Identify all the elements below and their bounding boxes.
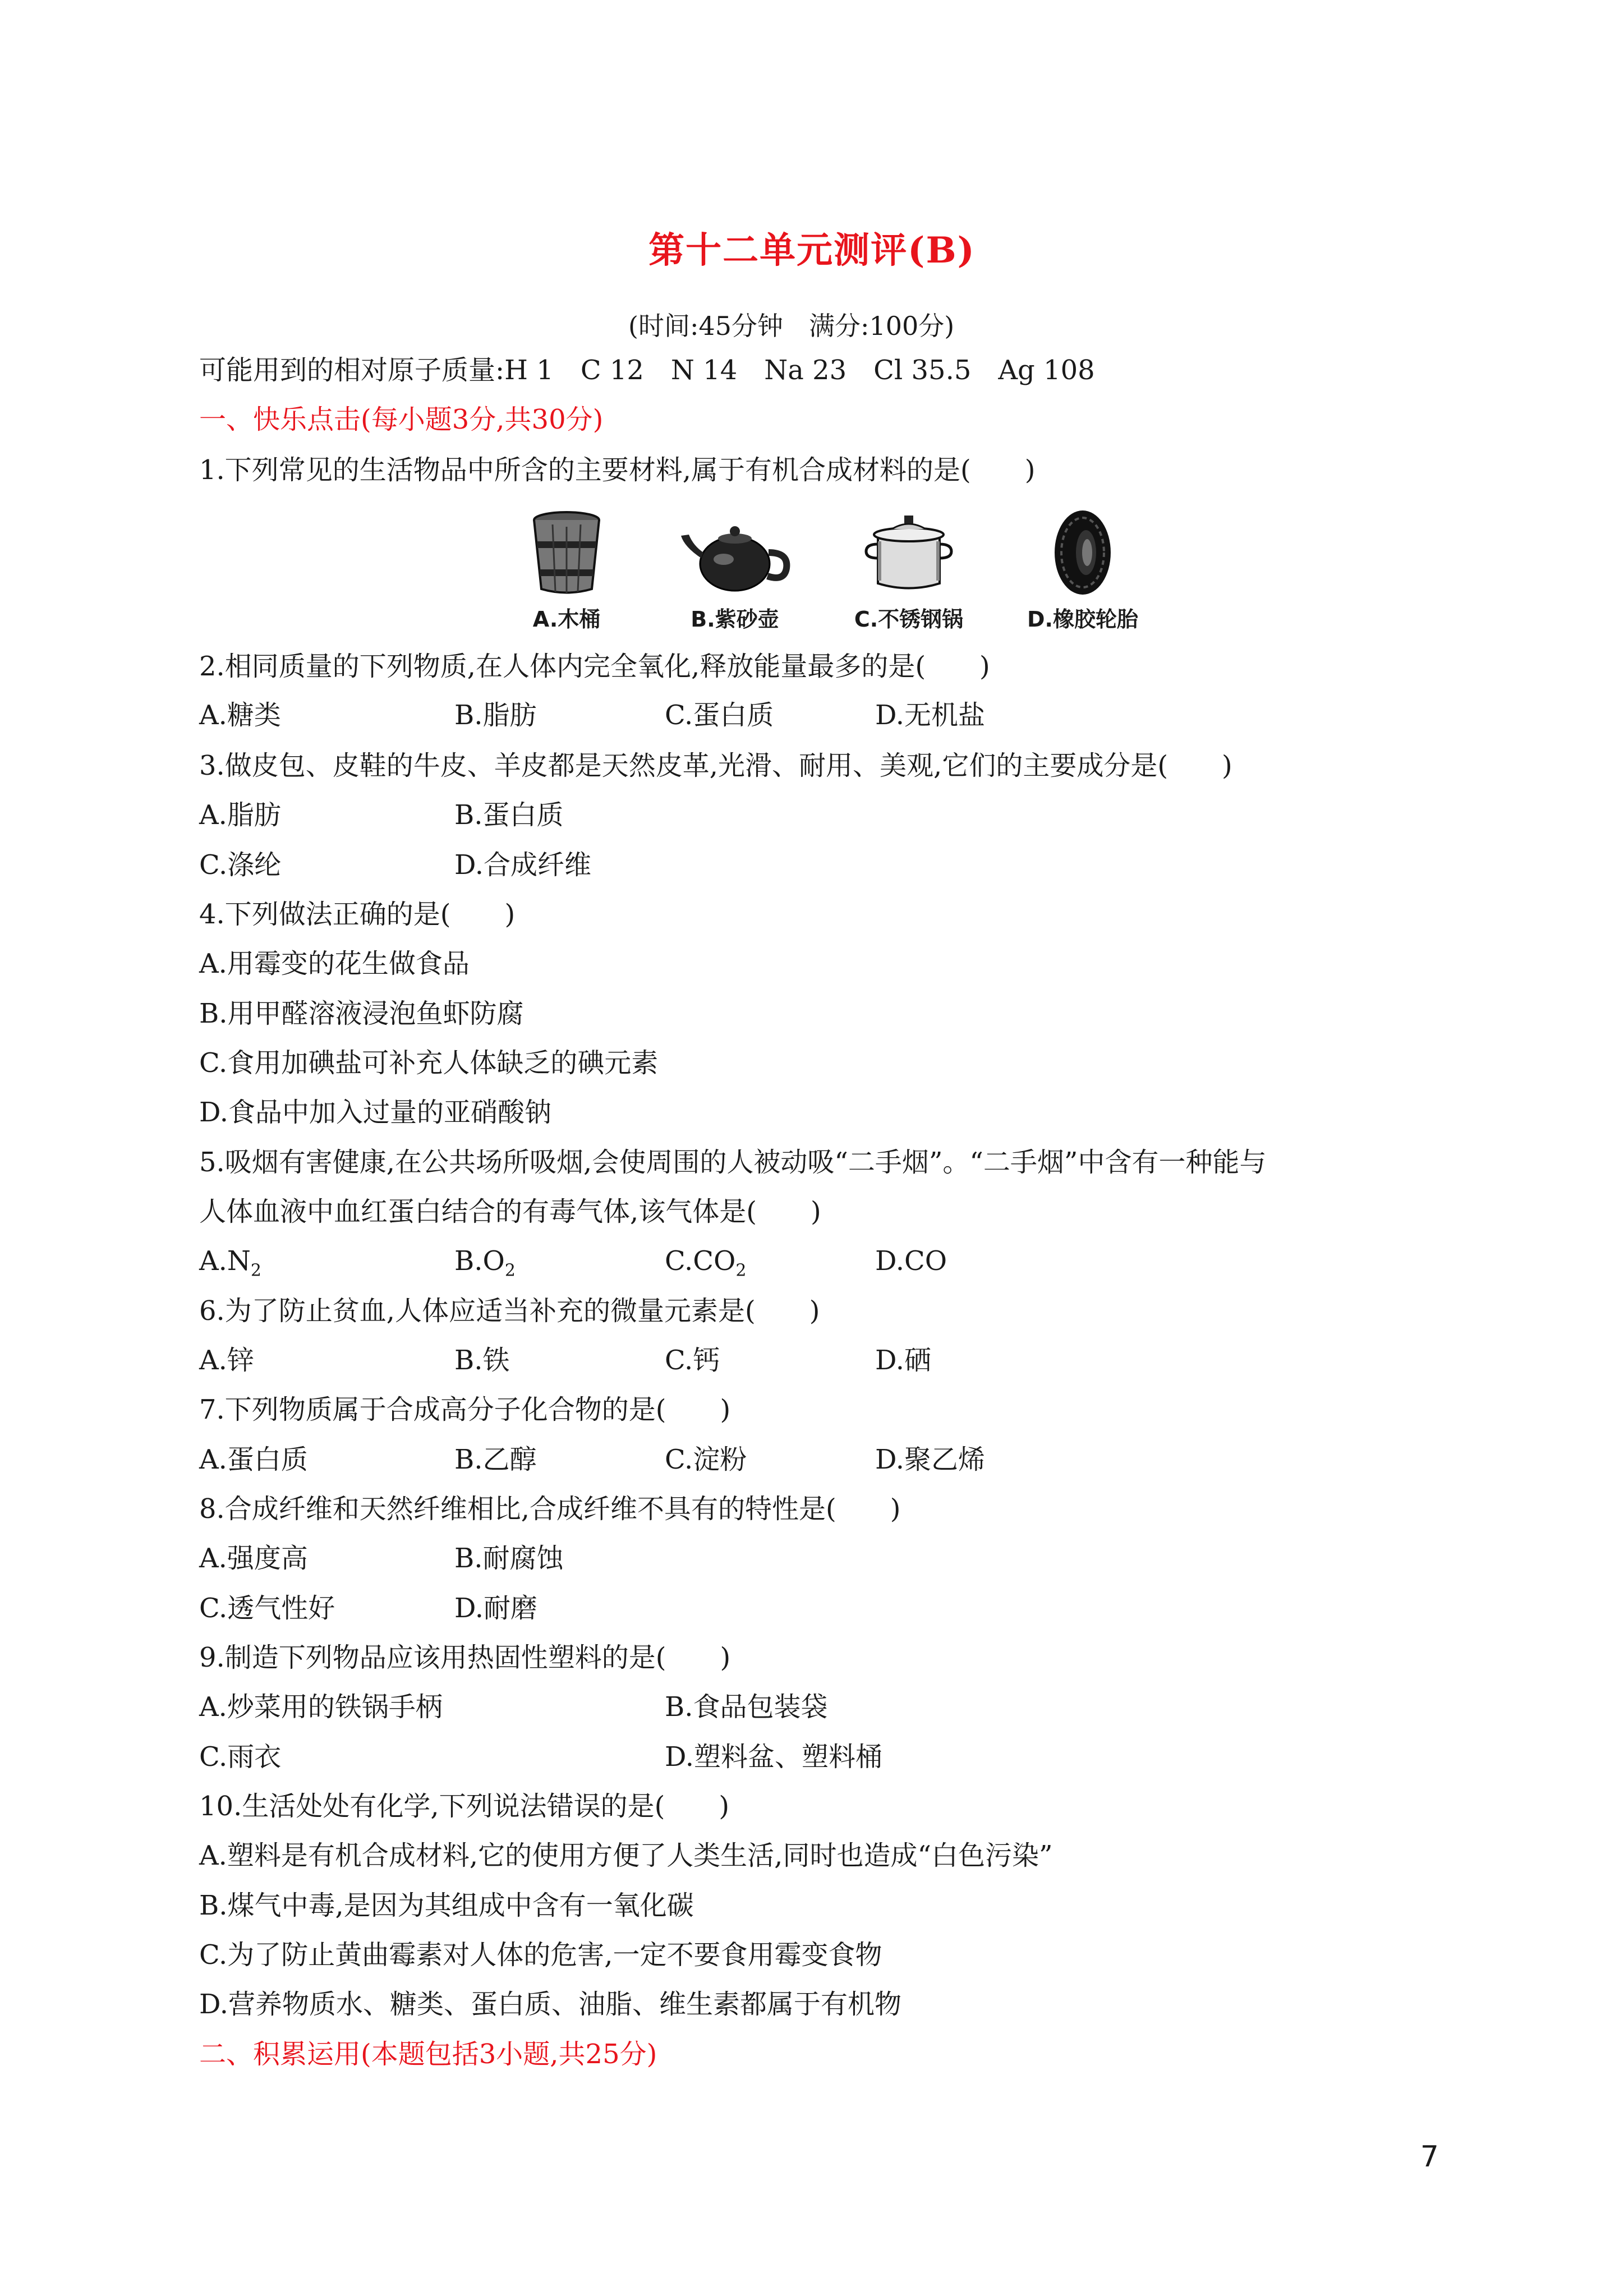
- atomic-mass-line: 可能用到的相对原子质量:H 1 C 12 N 14 Na 23 Cl 35.5 Ag 108: [199, 355, 1095, 386]
- option-c-label: C.不锈钢锅: [854, 607, 964, 632]
- question-2-option-d: D.无机盐: [875, 700, 986, 731]
- question-6-option-a: A.锌: [199, 1345, 254, 1376]
- question-4-option-d: D.食品中加入过量的亚硝酸钠: [199, 1097, 552, 1128]
- question-5-option-c: $C.CO_2$: [665, 1245, 747, 1281]
- question-7-option-b: B.乙醇: [454, 1444, 537, 1475]
- option-a-image: [494, 508, 640, 642]
- wooden-bucket-icon: [525, 508, 609, 597]
- question-8-stem: 8.合成纤维和天然纤维相比,合成纤维不具有的特性是( ): [199, 1493, 901, 1525]
- option-c-image: [836, 508, 982, 642]
- question-10-option-b: B.煤气中毒,是因为其组成中含有一氧化碳: [199, 1890, 694, 1921]
- question-9-option-d: D.塑料盆、塑料桶: [665, 1741, 883, 1773]
- question-10-option-a: A.塑料是有机合成材料,它的使用方便了人类生活,同时也造成“白色污染”: [199, 1840, 1053, 1871]
- question-5-option-d: D.CO: [875, 1245, 947, 1277]
- question-9-option-c: C.雨衣: [199, 1741, 282, 1773]
- page-number: 7: [1420, 2140, 1439, 2174]
- question-6-option-b: B.铁: [454, 1345, 510, 1376]
- question-8-option-d: D.耐磨: [454, 1593, 538, 1624]
- question-6-option-d: D.硒: [875, 1345, 932, 1376]
- question-3-option-b: B.蛋白质: [454, 799, 564, 831]
- option-a-label: A.木桶: [532, 607, 601, 632]
- question-8-option-b: B.耐腐蚀: [454, 1543, 564, 1574]
- question-3-stem: 3.做皮包、皮鞋的牛皮、羊皮都是天然皮革,光滑、耐用、美观,它们的主要成分是( ): [199, 750, 1232, 781]
- question-5-option-a: $A.N_2$: [199, 1245, 262, 1281]
- question-2-option-b: B.脂肪: [454, 700, 537, 731]
- question-8-option-c: C.透气性好: [199, 1593, 335, 1624]
- question-7-option-d: D.聚乙烯: [875, 1444, 986, 1475]
- question-1-images: [494, 508, 1144, 642]
- question-9-option-a: A.炒菜用的铁锅手柄: [199, 1691, 443, 1723]
- question-1-stem: 1.下列常见的生活物品中所含的主要材料,属于有机合成材料的是( ): [199, 454, 1036, 486]
- question-2-stem: 2.相同质量的下列物质,在人体内完全氧化,释放能量最多的是( ): [199, 651, 990, 682]
- teapot-icon: [679, 508, 791, 597]
- question-10-option-c: C.为了防止黄曲霉素对人体的危害,一定不要食用霉变食物: [199, 1939, 882, 1971]
- section-1-heading: 一、快乐点击(每小题3分,共30分): [199, 404, 604, 435]
- question-8-option-a: A.强度高: [199, 1543, 308, 1574]
- page-title: 第十二单元测评(B): [648, 229, 976, 272]
- question-7-stem: 7.下列物质属于合成高分子化合物的是( ): [199, 1394, 731, 1425]
- question-7-option-c: C.淀粉: [665, 1444, 747, 1475]
- question-3-option-d: D.合成纤维: [454, 849, 592, 881]
- question-5-stem-line-2: 人体血液中血红蛋白结合的有毒气体,该气体是( ): [199, 1196, 821, 1227]
- option-d-label: D.橡胶轮胎: [1027, 607, 1138, 632]
- option-d-image: [1010, 508, 1156, 642]
- question-5-stem-line-1: 5.吸烟有害健康,在公共场所吸烟,会使周围的人被动吸“二手烟”。“二手烟”中含有一种能与: [199, 1147, 1267, 1178]
- question-6-stem: 6.为了防止贫血,人体应适当补充的微量元素是( ): [199, 1295, 820, 1327]
- question-3-option-a: A.脂肪: [199, 799, 281, 831]
- question-4-option-c: C.食用加碘盐可补充人体缺乏的碘元素: [199, 1047, 659, 1079]
- question-3-option-c: C.涤纶: [199, 849, 282, 881]
- steel-pot-icon: [858, 508, 959, 597]
- question-10-stem: 10.生活处处有化学,下列说法错误的是( ): [199, 1791, 730, 1822]
- question-5-option-b: $B.O_2$: [454, 1245, 516, 1281]
- question-4-option-a: A.用霉变的花生做食品: [199, 948, 470, 979]
- rubber-tire-icon: [1049, 508, 1116, 597]
- question-6-option-c: C.钙: [665, 1345, 720, 1376]
- question-7-option-a: A.蛋白质: [199, 1444, 308, 1475]
- question-4-stem: 4.下列做法正确的是( ): [199, 899, 516, 930]
- question-4-option-b: B.用甲醛溶液浸泡鱼虾防腐: [199, 998, 524, 1029]
- option-b-label: B.紫砂壶: [691, 607, 779, 632]
- question-9-stem: 9.制造下列物品应该用热固性塑料的是( ): [199, 1642, 731, 1673]
- question-2-option-a: A.糖类: [199, 700, 281, 731]
- option-b-image: [662, 508, 808, 642]
- section-2-heading: 二、积累运用(本题包括3小题,共25分): [199, 2039, 657, 2070]
- question-9-option-b: B.食品包装袋: [665, 1691, 828, 1723]
- exam-time-score: (时间:45分钟 满分:100分): [628, 311, 955, 341]
- question-2-option-c: C.蛋白质: [665, 700, 774, 731]
- question-10-option-d: D.营养物质水、糖类、蛋白质、油脂、维生素都属于有机物: [199, 1989, 902, 2020]
